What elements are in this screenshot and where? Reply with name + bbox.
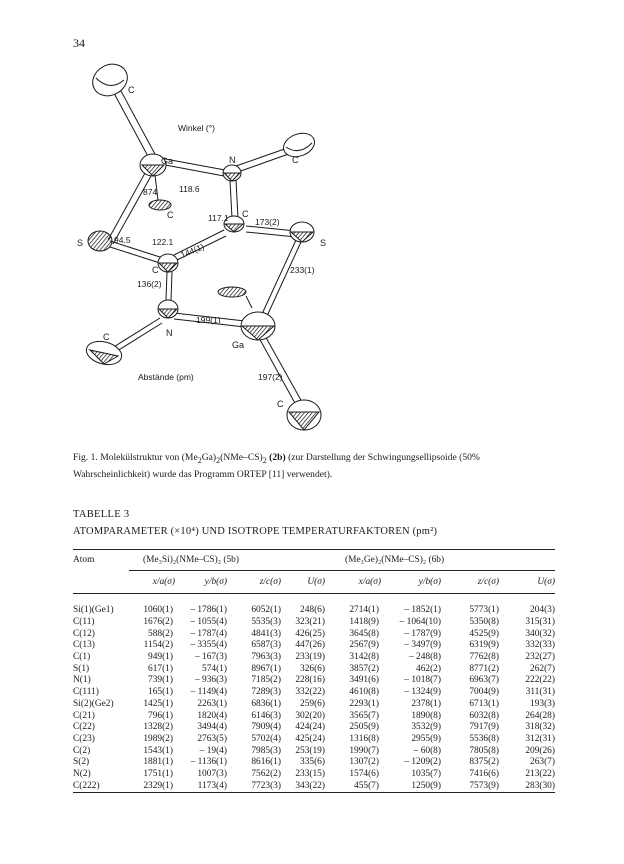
table-row — [73, 605, 555, 617]
subheader-row — [73, 570, 555, 593]
table-cell: 312(31) — [525, 733, 555, 744]
table-cell: 1989(2) — [143, 733, 173, 744]
distance-197: 197(2) — [258, 372, 283, 382]
table-row — [73, 699, 555, 711]
table-cell: 311(31) — [525, 687, 555, 698]
table-cell: 1574(6) — [349, 769, 379, 780]
table-cell: 7909(4) — [251, 722, 281, 733]
angle-1221: 122.1 — [152, 237, 174, 247]
table-cell: 3857(2) — [349, 663, 379, 674]
table-cell: 209(26) — [525, 745, 555, 756]
subheader-x-5b: x/a(σ) — [152, 576, 175, 587]
table-cell: 6836(1) — [251, 698, 281, 709]
table-cell: 8616(1) — [251, 757, 281, 768]
subheader-x-6b: x/a(σ) — [358, 576, 381, 587]
table-row — [73, 711, 555, 723]
table-cell: 264(28) — [525, 710, 555, 721]
table-cell: 1676(2) — [143, 616, 173, 627]
table-cell: – 1149(4) — [190, 687, 227, 698]
table-cell: 5535(3) — [251, 616, 281, 627]
table-cell: – 19(4) — [199, 745, 227, 756]
table-cell: – 3355(4) — [190, 640, 227, 651]
table-cell: 5536(8) — [469, 733, 499, 744]
label-n-upper: N — [229, 155, 236, 165]
table-cell: 233(19) — [295, 652, 325, 662]
table-cell-atom: C(222) — [73, 780, 100, 791]
atom-c-top — [87, 58, 133, 102]
table-cell: 2293(1) — [349, 698, 379, 709]
caption-text: (zur Darstellung der Schwingungsellipsoide (50% Wahrscheinlichkeit) wurde das Programm ORTEP [11] verwendet). — [73, 452, 480, 480]
label-ga-lower: Ga — [232, 340, 245, 350]
table-cell: 3645(8) — [349, 628, 379, 639]
table-cell: – 167(3) — [194, 652, 227, 662]
atom-c-right-top — [280, 129, 318, 161]
table-cell: 796(1) — [148, 710, 173, 721]
table-cell: 425(24) — [295, 733, 325, 744]
table-cell: – 1064(10) — [399, 616, 441, 627]
table-cell: 6713(1) — [469, 698, 499, 709]
distance-199: 199(1) — [196, 315, 221, 325]
table-cell: 1881(1) — [143, 757, 173, 768]
table-row — [73, 722, 555, 734]
table-cell: 1154(2) — [143, 640, 173, 651]
table-cell: 332(33) — [525, 640, 555, 651]
label-c-ring-left: C — [152, 265, 159, 275]
label-n-lower: N — [166, 328, 173, 338]
table-cell: 3565(7) — [349, 710, 379, 721]
table-cell: 8967(1) — [251, 663, 281, 674]
angle-1186: 118.6 — [179, 184, 200, 194]
table-row — [73, 593, 555, 605]
table-cell: 2567(9) — [349, 640, 379, 651]
subheader-z-5b: z/c(σ) — [259, 576, 281, 587]
table-cell: 1007(3) — [197, 769, 227, 780]
table-cell-atom: C(2) — [73, 745, 91, 756]
table-cell-atom: C(22) — [73, 722, 95, 733]
table-cell-atom: N(1) — [73, 675, 91, 686]
atom-s-left — [88, 231, 112, 251]
subheader-z-6b: z/c(σ) — [477, 576, 499, 587]
atom-parameter-table — [73, 549, 555, 793]
table-cell: – 1209(2) — [404, 757, 441, 768]
table-row — [73, 629, 555, 641]
table-cell: 315(31) — [525, 616, 555, 627]
distance-173: 173(2) — [255, 217, 280, 227]
table-cell: – 3497(9) — [404, 640, 441, 651]
table-cell: 2505(9) — [349, 722, 379, 733]
table-cell: 5773(1) — [469, 605, 499, 616]
table-cell: 1060(1) — [143, 605, 173, 616]
table-row — [73, 746, 555, 758]
subheader-y-6b: y/b(σ) — [418, 576, 441, 587]
table-cell: 447(26) — [295, 640, 325, 651]
group-5b: (Me₃Si)₂(NMe–CS)₂ (5b) — [129, 550, 325, 571]
caption-sub-1: 2 — [197, 455, 202, 465]
table-cell: 204(3) — [530, 605, 555, 616]
label-c-lower-left: C — [103, 332, 110, 342]
table-row — [73, 617, 555, 629]
table-cell: 1035(7) — [411, 769, 441, 780]
table-row — [73, 664, 555, 676]
caption-prefix: Fig. 1. Molekülstruktur von (Me — [73, 452, 198, 463]
table-cell: 574(1) — [202, 663, 227, 674]
table-cell: 165(1) — [148, 687, 173, 698]
table-row — [73, 652, 555, 664]
table-cell-atom: Si(1)(Ge1) — [73, 605, 114, 616]
table-cell: – 936(3) — [194, 675, 227, 686]
atom-c-ga-methyl — [149, 200, 171, 210]
table-cell: 6052(1) — [251, 605, 281, 616]
table-cell: 248(6) — [300, 605, 325, 616]
table-cell: – 1018(7) — [404, 675, 441, 686]
table-cell: – 1055(4) — [190, 616, 227, 627]
distance-144: 144(1) — [179, 241, 206, 260]
table-cell: 2763(5) — [197, 733, 227, 744]
table-cell: 343(22) — [295, 780, 325, 791]
table-cell: 4525(9) — [469, 628, 499, 639]
table-cell: 4841(3) — [251, 628, 281, 639]
label-c-top: C — [128, 85, 135, 95]
col-atom: Atom — [73, 555, 95, 565]
table-cell-atom: N(2) — [73, 769, 91, 780]
caption-mid-1: Ga) — [201, 452, 217, 463]
table-cell: 426(25) — [295, 628, 325, 639]
table-cell: – 1324(9) — [404, 687, 441, 698]
table-cell: 7573(9) — [469, 780, 499, 791]
table-cell: 7805(8) — [469, 745, 499, 756]
table-cell: 1425(1) — [143, 698, 173, 709]
table-cell: 2263(1) — [197, 698, 227, 709]
table-cell: 1890(8) — [411, 710, 441, 721]
table-row — [73, 757, 555, 769]
table-cell-atom: C(1) — [73, 652, 91, 662]
figure-caption — [73, 451, 555, 482]
angle-1171: 117.1 — [208, 213, 229, 223]
table-cell: 7416(6) — [469, 769, 499, 780]
label-c-ring-mid: C — [242, 209, 249, 219]
geometry-values — [114, 184, 315, 382]
table-cell: 323(21) — [295, 616, 325, 627]
table-cell: 332(22) — [295, 687, 325, 698]
table-row — [73, 734, 555, 746]
table-cell: 232(27) — [525, 652, 555, 662]
table-heading: ATOMPARAMETER (×10⁴) UND ISOTROPE TEMPERATURFAKTOREN (pm²) — [73, 526, 438, 537]
table-cell: 6319(9) — [469, 640, 499, 651]
table-cell: 1543(1) — [143, 745, 173, 756]
label-ga-upper: Ga — [161, 156, 174, 166]
table-cell: 7917(9) — [469, 722, 499, 733]
table-cell: 228(16) — [295, 675, 325, 686]
table-cell-atom: C(13) — [73, 640, 95, 651]
label-c-ga-methyl: C — [167, 210, 174, 220]
table-cell-atom: C(23) — [73, 733, 95, 744]
table-cell-atom: S(2) — [73, 757, 90, 768]
table-cell: 4610(8) — [349, 687, 379, 698]
table-cell: 424(24) — [295, 722, 325, 733]
label-s-left: S — [77, 238, 84, 248]
table-cell: 739(1) — [148, 675, 173, 686]
caption-sub-2: 2 — [216, 455, 221, 465]
table-cell: 1418(9) — [349, 616, 379, 627]
table-cell: 340(32) — [525, 628, 555, 639]
table-cell: 3494(4) — [197, 722, 227, 733]
table-cell: 213(22) — [525, 769, 555, 780]
table-cell: 7004(9) — [469, 687, 499, 698]
caption-sub-3: 2 — [262, 455, 267, 465]
table-cell-atom: C(21) — [73, 710, 95, 721]
table-cell: 2329(1) — [143, 780, 173, 791]
table-cell: 302(20) — [295, 710, 325, 721]
table-cell: 3142(8) — [349, 652, 379, 662]
table-cell: 1250(9) — [411, 780, 441, 791]
label-s-right: S — [320, 238, 327, 248]
table-cell: 7289(3) — [251, 687, 281, 698]
distance-233: 233(1) — [290, 265, 315, 275]
table-cell: 8375(2) — [469, 757, 499, 768]
table-cell: 5702(4) — [251, 733, 281, 744]
distance-136: 136(2) — [137, 279, 162, 289]
caption-mid-2: (NMe–CS) — [220, 452, 263, 463]
table-cell: – 248(8) — [408, 652, 441, 662]
table-cell: 259(6) — [300, 698, 325, 709]
table-cell: 7723(3) — [251, 780, 281, 791]
table-cell: 462(2) — [416, 663, 441, 674]
table-cell-atom: C(12) — [73, 628, 95, 639]
table-cell: 1328(2) — [143, 722, 173, 733]
subheader-u-5b: U(σ) — [307, 576, 325, 587]
table-cell: 5350(8) — [469, 616, 499, 627]
table-cell-atom: C(11) — [73, 616, 95, 627]
table-body — [73, 593, 555, 793]
table-row — [73, 781, 555, 793]
table-cell: 318(32) — [525, 722, 555, 733]
table-cell: 326(6) — [300, 663, 325, 674]
table-row — [73, 675, 555, 687]
table-cell: 455(7) — [354, 780, 379, 791]
table-cell: 6032(8) — [469, 710, 499, 721]
table-cell: – 1852(1) — [404, 605, 441, 616]
table-cell: 2955(9) — [411, 733, 441, 744]
table-cell: – 1786(1) — [190, 605, 227, 616]
table-cell: 949(1) — [148, 652, 173, 662]
table-cell: 7185(2) — [251, 675, 281, 686]
table-cell: – 1136(1) — [190, 757, 227, 768]
table-cell: 253(19) — [295, 745, 325, 756]
table-cell: 3532(9) — [411, 722, 441, 733]
table-cell: – 1787(4) — [190, 628, 227, 639]
angle-945: 94.5 — [114, 235, 131, 245]
table-row — [73, 769, 555, 781]
angle-874: 874 — [143, 187, 158, 197]
table-cell: 7985(3) — [251, 745, 281, 756]
table-cell: 7963(3) — [251, 652, 281, 662]
legend-distances: Abstände (pm) — [138, 372, 194, 382]
group-6b: (Me₃Ge)₂(NMe–CS)₂ (6b) — [325, 550, 555, 571]
table-cell: 588(2) — [148, 628, 173, 639]
table-cell: 1990(7) — [349, 745, 379, 756]
caption-compound: (2b) — [269, 452, 286, 463]
table-cell: 8771(2) — [469, 663, 499, 674]
table-cell: 1751(1) — [143, 769, 173, 780]
table-cell: 335(6) — [300, 757, 325, 768]
table-cell-atom: C(111) — [73, 687, 99, 698]
table-row — [73, 687, 555, 699]
subheader-y-5b: y/b(σ) — [204, 576, 227, 587]
subheader-u-6b: U(σ) — [537, 576, 555, 587]
label-c-right-top: C — [292, 155, 299, 165]
table-cell: 7762(8) — [469, 652, 499, 662]
label-c-bottom: C — [277, 399, 284, 409]
table-cell: 1173(4) — [197, 780, 227, 791]
page-number: 34 — [73, 36, 85, 50]
table-cell: – 60(8) — [413, 745, 441, 756]
table-cell: 3491(6) — [349, 675, 379, 686]
table-label: TABELLE 3 — [73, 509, 130, 520]
table-cell: 263(7) — [530, 757, 555, 768]
table-cell: 283(30) — [525, 780, 555, 791]
table-cell: 193(3) — [530, 698, 555, 709]
table-row — [73, 640, 555, 652]
table-cell: 1316(8) — [349, 733, 379, 744]
table-cell: 6963(7) — [469, 675, 499, 686]
table-cell: 233(15) — [295, 769, 325, 780]
table-cell: – 1787(9) — [404, 628, 441, 639]
table-cell-atom: S(1) — [73, 663, 90, 674]
table-cell: 2378(1) — [411, 698, 441, 709]
table-cell: 7562(2) — [251, 769, 281, 780]
table-cell: 222(22) — [525, 675, 555, 686]
table-cell-atom: Si(2)(Ge2) — [73, 698, 114, 709]
table-cell: 262(7) — [530, 663, 555, 674]
table-cell: 6587(3) — [251, 640, 281, 651]
legend-angles: Winkel (°) — [178, 123, 215, 133]
table-cell: 6146(3) — [251, 710, 281, 721]
table-cell: 617(1) — [148, 663, 173, 674]
table-cell: 1307(2) — [349, 757, 379, 768]
table-cell: 1820(4) — [197, 710, 227, 721]
table-cell: 2714(1) — [349, 605, 379, 616]
atom-c-ring-top-right — [218, 287, 246, 297]
